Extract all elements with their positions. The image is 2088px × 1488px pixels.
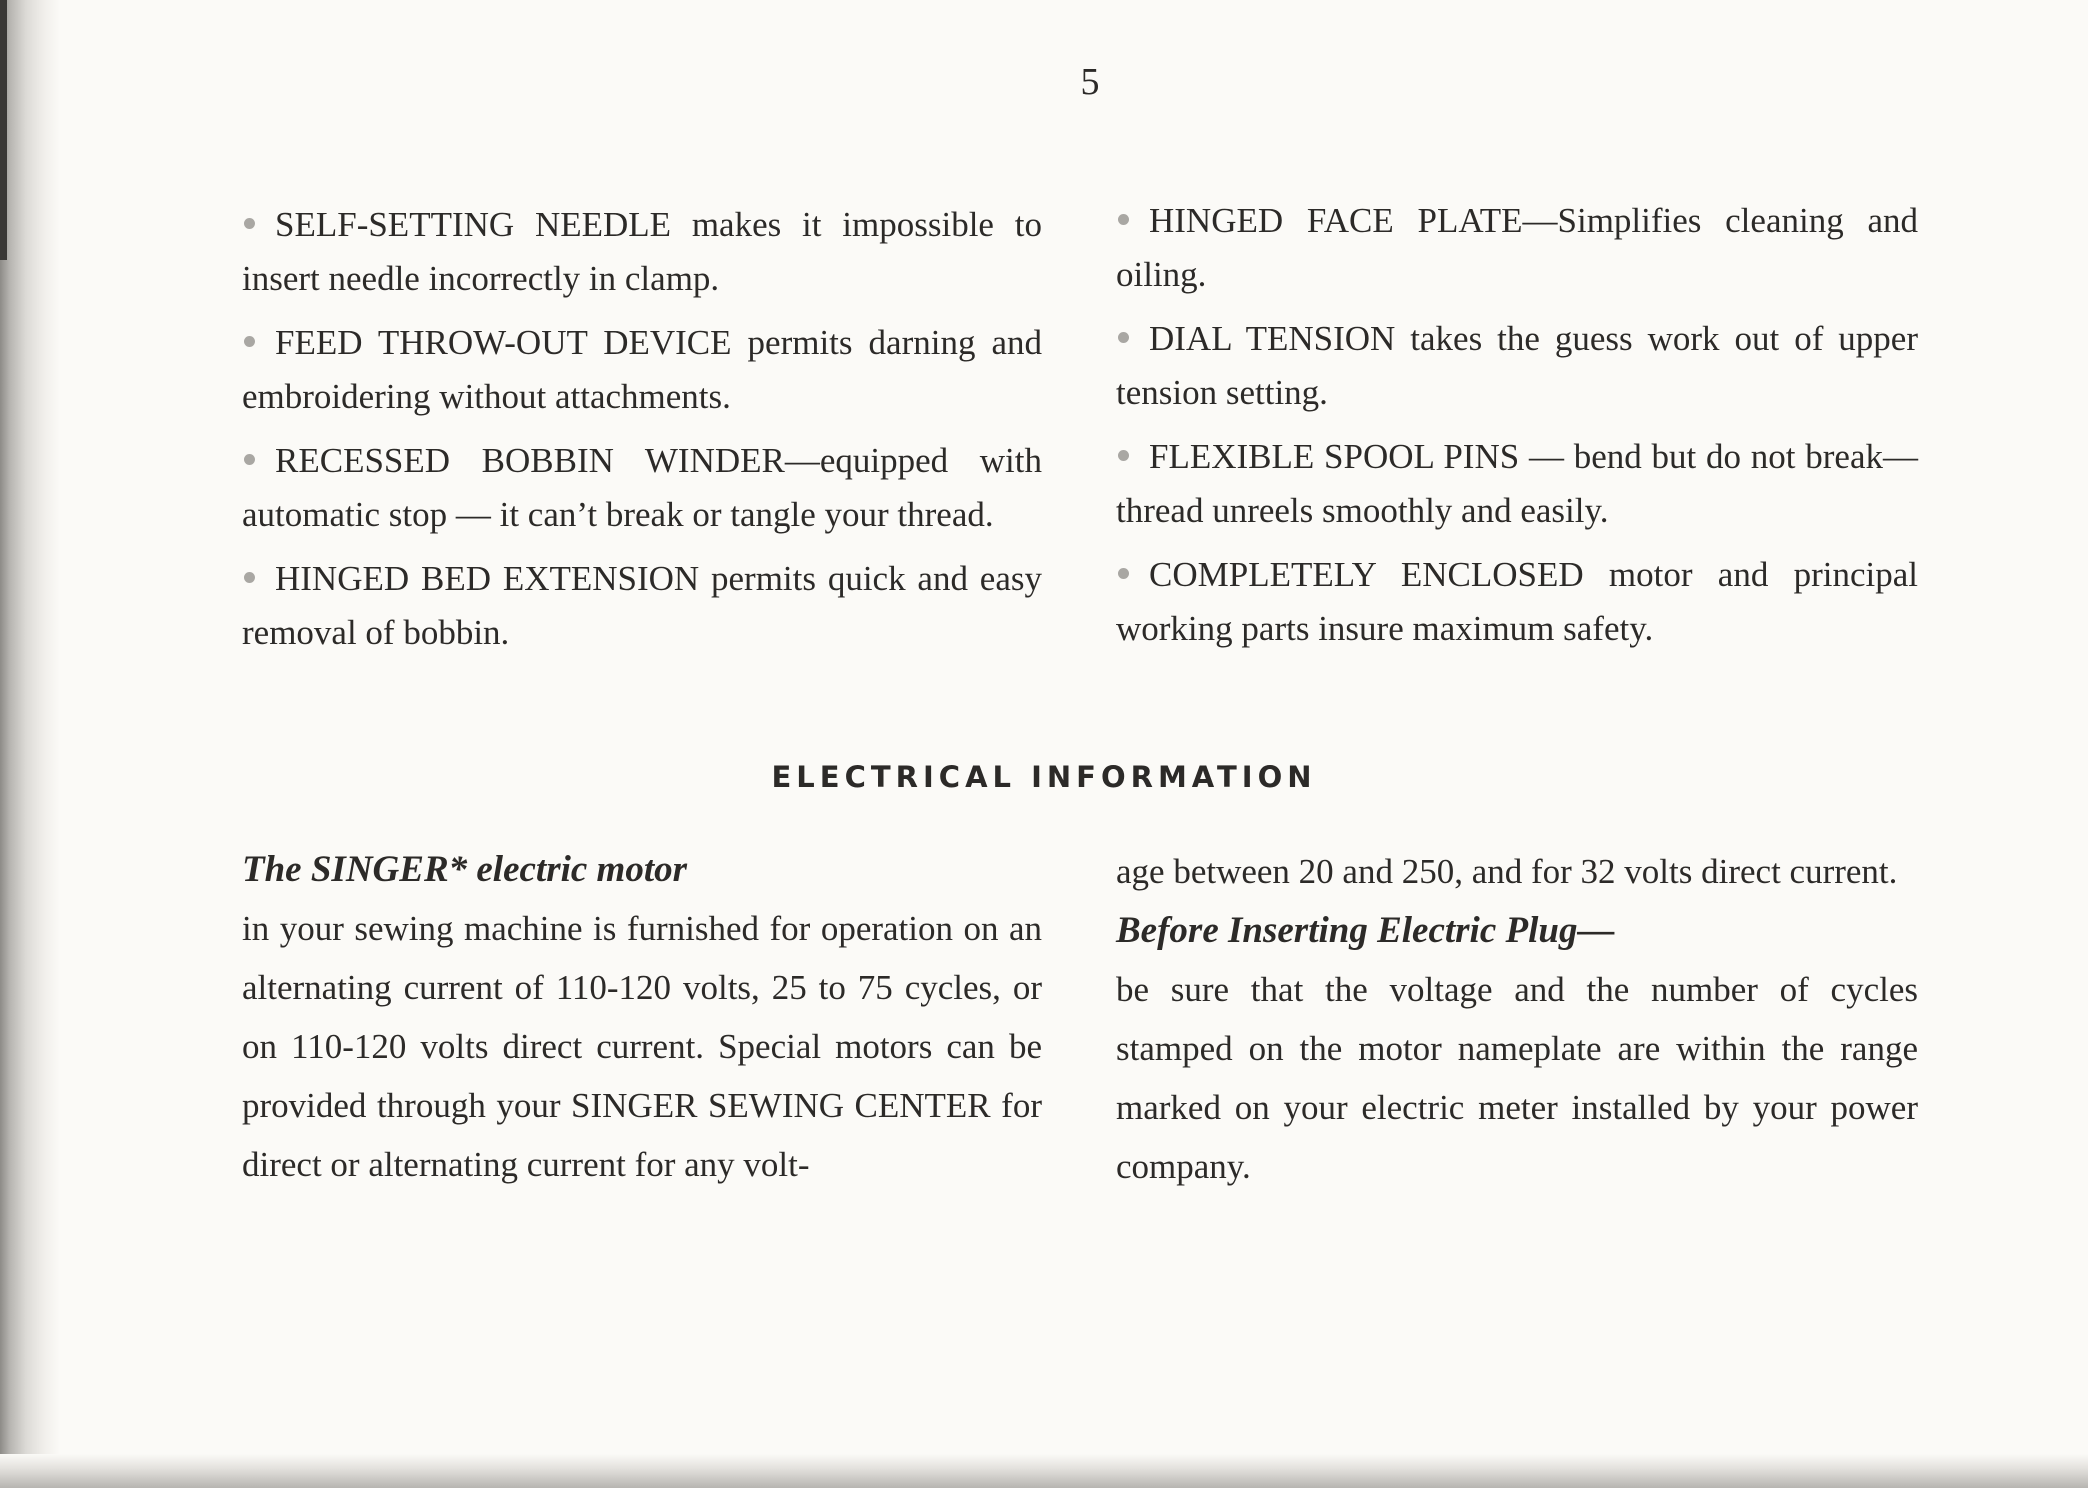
bullet-icon <box>244 454 255 465</box>
feature-item <box>1116 194 1918 302</box>
motor-paragraph-continued: age between 20 and 250, and for 32 volts direct current. <box>1116 852 1898 891</box>
feature-item <box>242 434 1042 542</box>
feature-text: COMPLETELY ENCLOSED motor and principal working parts insure maximum safety. <box>1116 555 1918 648</box>
motor-subheading: The SINGER* electric motor <box>242 849 688 890</box>
bullet-icon <box>1118 450 1129 461</box>
page-number: 5 <box>1080 61 1100 103</box>
bullet-icon <box>244 336 255 347</box>
motor-paragraph: in your sewing machine is furnished for operation on an alternating current of 110-120 volts, 25 to 75 cycles, or on 110-120 volts direct current. Special motors can be provided through your SINGER SEWING CENTER for direct or alternating current for any volt- <box>242 909 1042 1184</box>
spine-edge <box>0 0 7 260</box>
feature-text: HINGED FACE PLATE—Simplifies cleaning and oiling. <box>1116 201 1918 294</box>
feature-item <box>242 198 1042 306</box>
section-heading: ELECTRICAL INFORMATION <box>771 760 1317 794</box>
feature-text: HINGED BED EXTENSION permits quick and easy removal of bobbin. <box>242 559 1042 652</box>
feature-item <box>1116 548 1918 656</box>
feature-text: RECESSED BOBBIN WINDER—equipped with automatic stop — it can’t break or tangle your thread. <box>242 441 1042 534</box>
bullet-icon <box>244 218 255 229</box>
features-right-column <box>1116 194 1918 666</box>
feature-item <box>1116 430 1918 538</box>
bullet-icon <box>1118 214 1129 225</box>
feature-item <box>242 316 1042 424</box>
bullet-icon <box>244 572 255 583</box>
feature-item <box>242 552 1042 660</box>
features-left-column <box>242 198 1042 670</box>
bullet-icon <box>1118 568 1129 579</box>
plug-paragraph: be sure that the voltage and the number of cycles stamped on the motor nameplate are within the range marked on your electric meter installed by your power company. <box>1116 970 1918 1186</box>
book-spine-shadow <box>0 0 60 1488</box>
electrical-right-column <box>1116 842 1918 1196</box>
feature-text: DIAL TENSION takes the guess work out of upper tension setting. <box>1116 319 1918 412</box>
bullet-icon <box>1118 332 1129 343</box>
feature-item <box>1116 312 1918 420</box>
feature-text: SELF-SETTING NEEDLE makes it impossible to insert needle incorrectly in clamp. <box>242 205 1042 298</box>
feature-text: FLEXIBLE SPOOL PINS — bend but do not break—thread unreels smoothly and easily. <box>1116 437 1918 530</box>
electrical-left-column <box>242 840 1042 1194</box>
page-bottom-edge <box>0 1454 2088 1488</box>
plug-subheading: Before Inserting Electric Plug— <box>1116 910 1615 951</box>
feature-text: FEED THROW-OUT DEVICE permits darning and embroidering without attachments. <box>242 323 1042 416</box>
